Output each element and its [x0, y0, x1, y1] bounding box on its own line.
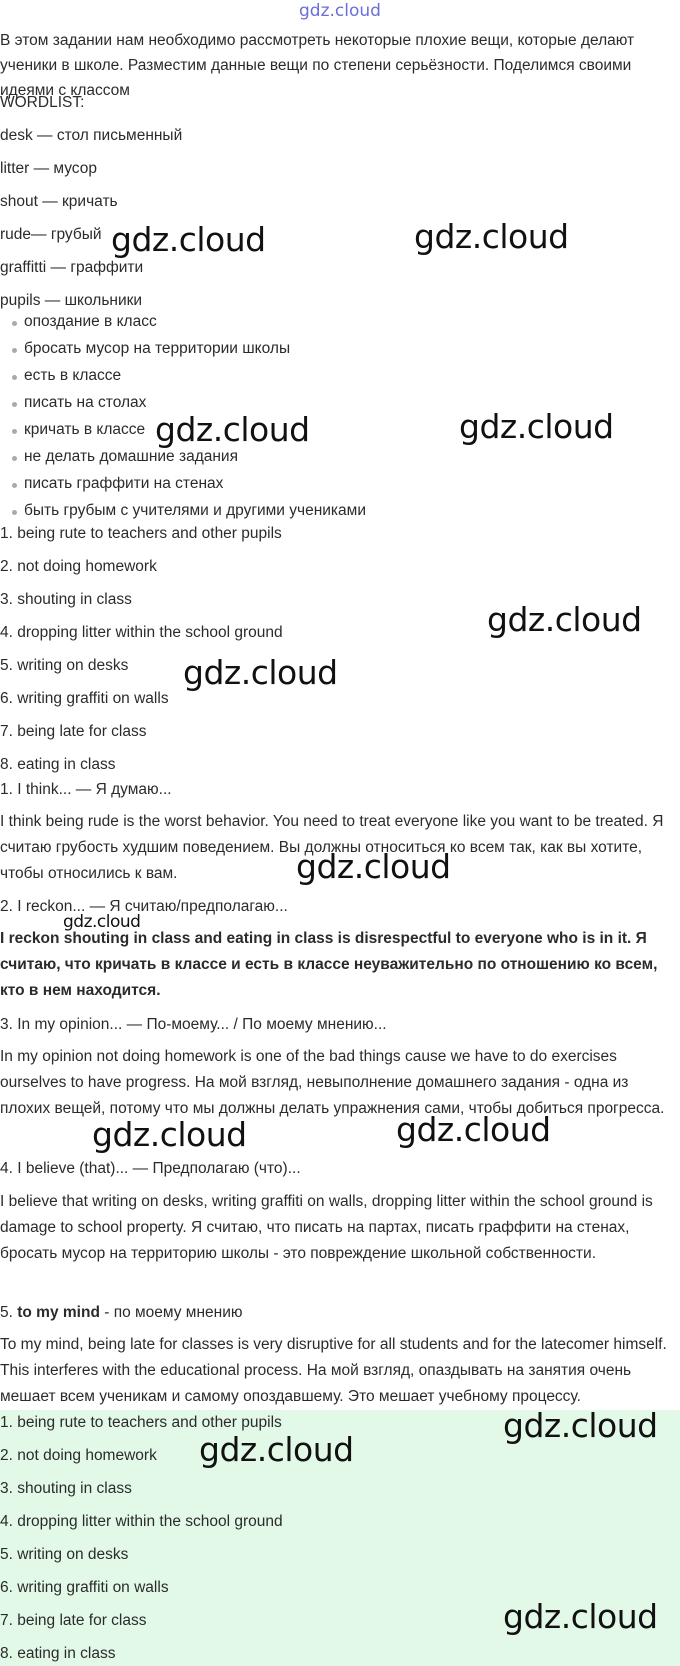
phrase-example: I think being rude is the worst behavior. You need to treat everyone like you want to be treated. Я считаю грубость худшим поведением. Вы должны относиться ко всем так, как вы хотите, чтобы относились к вам. [0, 813, 664, 882]
watermark: gdz.cloud [414, 217, 569, 256]
watermark: gdz.cloud [503, 1597, 658, 1636]
watermark: gdz.cloud [503, 1406, 658, 1445]
phrase-example: I reckon shouting in class and eating in class is disrespectful to everyone who is in it. Я считаю, что кричать в классе и есть в классе неуважительно по отношению ко всем, кто в нем находится. [0, 930, 658, 999]
ranking-item: 5. writing on desks [0, 657, 129, 674]
list-item: быть грубым с учителями и другими учениками [0, 500, 366, 527]
ranking-item: 7. being late for class [0, 723, 147, 740]
list-item: есть в классе [0, 365, 366, 392]
ranking-item: 4. dropping litter within the school ground [0, 624, 283, 641]
watermark: gdz.cloud [155, 410, 310, 449]
wordlist-item: litter — мусор [0, 160, 97, 177]
answer-item: 6. writing graffiti on walls [0, 1579, 169, 1596]
phrase-label: 2. I reckon... — Я считаю/предполагаю... [0, 898, 288, 915]
ranking-item: 6. writing graffiti on walls [0, 690, 169, 707]
watermark: gdz.cloud [63, 912, 141, 932]
phrase-example: In my opinion not doing homework is one of the bad things cause we have to do exercises ourselves to have progress. На мой взгляд, невыполнение домашнего задания - одна из плохих вещей, потому что мы должны делать упражнения сами, чтобы добиться прогресса. [0, 1048, 665, 1117]
phrase-number: 5. [0, 1304, 13, 1321]
ranking-item: 1. being rute to teachers and other pupils [0, 525, 282, 542]
watermark: gdz.cloud [111, 220, 266, 259]
answer-item: 7. being late for class [0, 1612, 147, 1629]
answer-item: 8. eating in class [0, 1645, 116, 1662]
answer-item: 4. dropping litter within the school ground [0, 1513, 283, 1530]
phrase-key: to my mind [17, 1304, 100, 1321]
phrase-label: 3. In my opinion... — По-моему... / По моему мнению... [0, 1016, 387, 1033]
wordlist-item: pupils — школьники [0, 292, 143, 309]
answer-item: 3. shouting in class [0, 1480, 132, 1497]
list-item: писать на столах [0, 392, 366, 419]
watermark: gdz.cloud [92, 1115, 247, 1154]
wordlist-heading: WORDLIST: [0, 94, 85, 111]
answer-item: 1. being rute to teachers and other pupils [0, 1414, 282, 1431]
list-item: писать граффити на стенах [0, 473, 366, 500]
task-intro: В этом задании нам необходимо рассмотреть некоторые плохие вещи, которые делают ученики в школе. Разместим данные вещи по степени серьёзности. Поделимся своими идеями с классом [0, 32, 635, 99]
wordlist-item: graffitti — граффити [0, 259, 144, 276]
wordlist-item: desk — стол письменный [0, 127, 183, 144]
list-item: бросать мусор на территории школы [0, 338, 366, 365]
ranking-item: 2. not doing homework [0, 558, 157, 575]
phrase-translation: - по моему мнению [99, 1304, 243, 1321]
answer-item: 2. not doing homework [0, 1447, 157, 1464]
answer-item: 5. writing on desks [0, 1546, 129, 1563]
list-item: опоздание в класс [0, 311, 366, 338]
watermark: gdz.cloud [459, 407, 614, 446]
watermark: gdz.cloud [183, 653, 338, 692]
site-logo[interactable]: gdz.cloud [299, 1, 381, 21]
phrase-example: To my mind, being late for classes is very disruptive for all students and for the latecomer himself. This interferes with the educational process. На мой взгляд, опаздывать на занятия очень мешает всем ученикам и самому опоздавшему. Это мешает учебному процессу. [0, 1336, 667, 1405]
watermark: gdz.cloud [199, 1430, 354, 1469]
list-item: не делать домашние задания [0, 446, 366, 473]
ranking-item: 3. shouting in class [0, 591, 132, 608]
phrase-label: 1. I think... — Я думаю... [0, 781, 172, 798]
wordlist-item: rude— грубый [0, 226, 102, 243]
watermark: gdz.cloud [487, 600, 642, 639]
phrase-example: I believe that writing on desks, writing graffiti on walls, dropping litter within the school ground is damage to school property. Я считаю, что писать на партах, писать граффити на стенах, бросать мусор на территорию школы - это повреждение школьной собственности. [0, 1193, 653, 1262]
watermark: gdz.cloud [296, 847, 451, 886]
phrase-label [0, 1302, 242, 1324]
ranking-item: 8. eating in class [0, 756, 116, 773]
watermark: gdz.cloud [396, 1110, 551, 1149]
wordlist-item: shout — кричать [0, 193, 118, 210]
list-item: кричать в классе [0, 419, 366, 446]
phrase-label: 4. I believe (that)... — Предполагаю (что)... [0, 1160, 301, 1177]
